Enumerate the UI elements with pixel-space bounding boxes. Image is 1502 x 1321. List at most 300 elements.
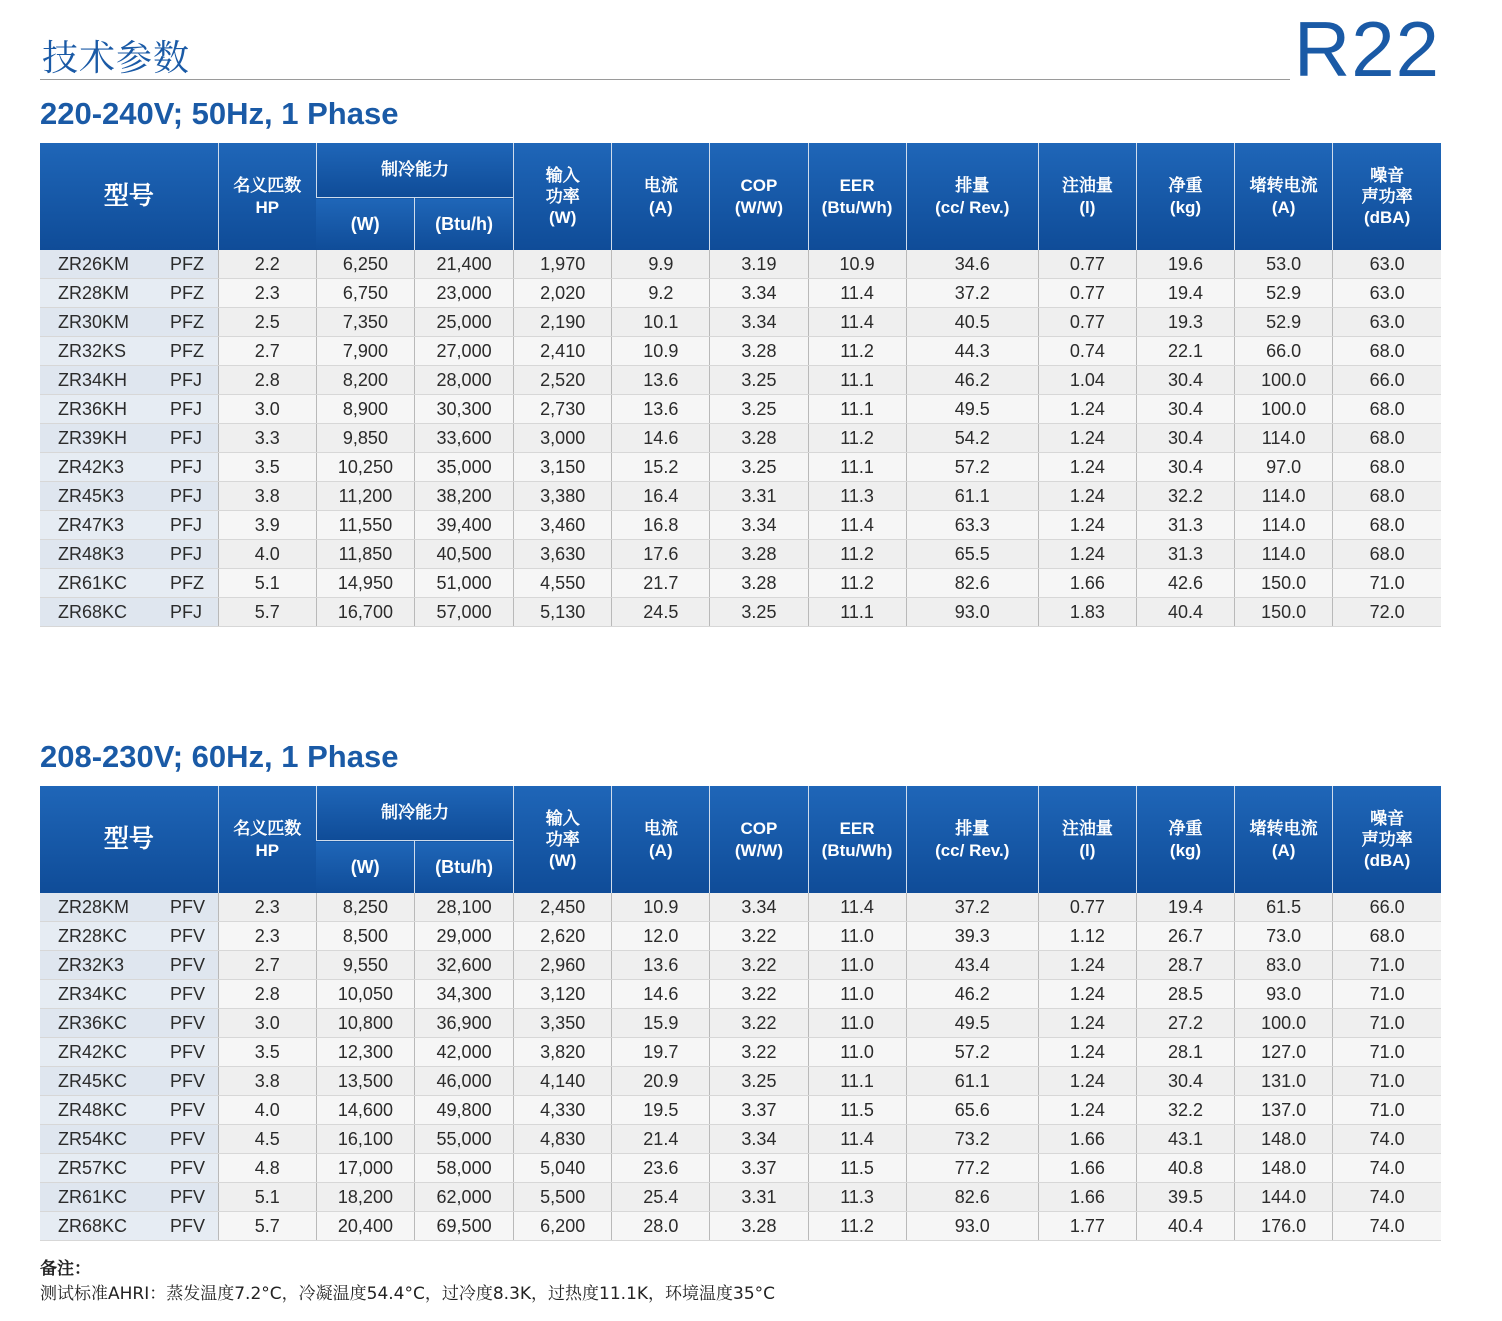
col-header-hp-line: HP xyxy=(255,197,280,217)
table-cell: 2,020 xyxy=(514,279,612,308)
table-cell: 114.0 xyxy=(1235,540,1333,569)
table-cell: 2.8 xyxy=(218,980,316,1009)
model-name: ZR26KM xyxy=(58,254,130,274)
model-suffix: PFZ xyxy=(170,283,204,303)
table-cell: 1.24 xyxy=(1038,1067,1136,1096)
table-cell: 3,150 xyxy=(514,453,612,482)
table-cell: 19.7 xyxy=(612,1038,710,1067)
table-cell: 4.5 xyxy=(218,1125,316,1154)
table-cell: 13,500 xyxy=(316,1067,414,1096)
table-cell: 1.66 xyxy=(1038,1125,1136,1154)
table-cell: 10,050 xyxy=(316,980,414,1009)
table-cell: 5,500 xyxy=(514,1183,612,1212)
model-suffix: PFJ xyxy=(170,544,203,564)
model-suffix: PFJ xyxy=(170,370,203,390)
table-cell: 97.0 xyxy=(1235,453,1333,482)
col-header-noise-line: 声功率 xyxy=(1361,829,1413,849)
col-header-weight xyxy=(1136,786,1234,893)
table-cell: 14.6 xyxy=(612,980,710,1009)
model-cell xyxy=(40,951,218,980)
table-cell: 11.1 xyxy=(808,395,906,424)
model-name: ZR42KC xyxy=(58,1042,128,1062)
table-cell: 71.0 xyxy=(1333,1096,1441,1125)
table-cell: 3,380 xyxy=(514,482,612,511)
table-cell: 30.4 xyxy=(1136,395,1234,424)
table-cell: 71.0 xyxy=(1333,569,1441,598)
table-cell: 0.77 xyxy=(1038,893,1136,922)
col-header-current xyxy=(612,786,710,893)
table-cell: 16.4 xyxy=(612,482,710,511)
title-divider xyxy=(40,79,1290,80)
col-header-cop-line: COP xyxy=(740,176,778,196)
model-name: ZR28KM xyxy=(58,897,130,917)
model-name: ZR32K3 xyxy=(58,955,125,975)
table-cell: 3,630 xyxy=(514,540,612,569)
col-header-lra xyxy=(1235,786,1333,893)
model-cell xyxy=(40,980,218,1009)
table-cell: 40,500 xyxy=(415,540,514,569)
table-cell: 2.5 xyxy=(218,308,316,337)
table-cell: 1.24 xyxy=(1038,1038,1136,1067)
col-header-capacity: 制冷能力 xyxy=(316,143,513,198)
table-cell: 40.8 xyxy=(1136,1154,1234,1183)
table-cell: 11.0 xyxy=(808,951,906,980)
table-cell: 3.8 xyxy=(218,482,316,511)
table-cell: 11.5 xyxy=(808,1154,906,1183)
col-header-weight xyxy=(1136,143,1234,250)
table-row xyxy=(40,1125,1441,1154)
model-suffix: PFV xyxy=(170,955,206,975)
table-cell: 3.34 xyxy=(710,893,808,922)
table-cell: 10,800 xyxy=(316,1009,414,1038)
col-header-power-line: 输入 xyxy=(545,808,580,828)
table-cell: 1.12 xyxy=(1038,922,1136,951)
col-header-oil-line: (l) xyxy=(1079,197,1096,217)
col-header-noise xyxy=(1333,786,1441,893)
table-cell: 13.6 xyxy=(612,366,710,395)
table-row xyxy=(40,366,1441,395)
table-cell: 4,330 xyxy=(514,1096,612,1125)
model-suffix: PFZ xyxy=(170,312,204,332)
table-cell: 3.25 xyxy=(710,598,808,627)
table-cell: 65.6 xyxy=(906,1096,1038,1125)
table-cell: 3.3 xyxy=(218,424,316,453)
table-row xyxy=(40,980,1441,1009)
col-header-weight-line: 净重 xyxy=(1168,819,1203,839)
table-cell: 2.3 xyxy=(218,279,316,308)
table-cell: 2.3 xyxy=(218,893,316,922)
col-header-eer-line: (Btu/Wh) xyxy=(821,197,893,217)
model-suffix: PFV xyxy=(170,1100,206,1120)
col-header-current-line: 电流 xyxy=(643,176,678,196)
table-cell: 66.0 xyxy=(1333,366,1441,395)
model-suffix: PFJ xyxy=(170,486,203,506)
table-row xyxy=(40,453,1441,482)
table-cell: 20,400 xyxy=(316,1212,414,1241)
table-cell: 11.4 xyxy=(808,308,906,337)
table-cell: 32,600 xyxy=(415,951,514,980)
table-cell: 7,350 xyxy=(316,308,414,337)
table-cell: 27.2 xyxy=(1136,1009,1234,1038)
table-cell: 10,250 xyxy=(316,453,414,482)
table-cell: 1.66 xyxy=(1038,1183,1136,1212)
table-cell: 72.0 xyxy=(1333,598,1441,627)
table-cell: 11.2 xyxy=(808,337,906,366)
table-cell: 46,000 xyxy=(415,1067,514,1096)
table-cell: 1.24 xyxy=(1038,453,1136,482)
table-cell: 1.24 xyxy=(1038,511,1136,540)
model-suffix: PFV xyxy=(170,1013,206,1033)
table-cell: 11.5 xyxy=(808,1096,906,1125)
table-cell: 82.6 xyxy=(906,1183,1038,1212)
table-cell: 3.25 xyxy=(710,453,808,482)
table-cell: 28,100 xyxy=(415,893,514,922)
table-cell: 9,550 xyxy=(316,951,414,980)
table-cell: 0.74 xyxy=(1038,337,1136,366)
table-row xyxy=(40,598,1441,627)
table-cell: 11.0 xyxy=(808,922,906,951)
table-cell: 43.4 xyxy=(906,951,1038,980)
model-cell xyxy=(40,1125,218,1154)
model-name: ZR28KM xyxy=(58,283,130,303)
table-cell: 1.24 xyxy=(1038,540,1136,569)
table-cell: 68.0 xyxy=(1333,395,1441,424)
model-name: ZR36KC xyxy=(58,1013,128,1033)
table-cell: 3.25 xyxy=(710,1067,808,1096)
col-header-cop-line: COP xyxy=(740,819,778,839)
table-row xyxy=(40,540,1441,569)
table-row xyxy=(40,1212,1441,1241)
table-cell: 3.37 xyxy=(710,1154,808,1183)
section-heading-50hz: 220-240V; 50Hz, 1 Phase xyxy=(40,96,399,131)
table-cell: 131.0 xyxy=(1235,1067,1333,1096)
notes-heading: 备注： xyxy=(40,1259,91,1279)
model-cell xyxy=(40,337,218,366)
table-cell: 71.0 xyxy=(1333,1067,1441,1096)
table-cell: 5.1 xyxy=(218,569,316,598)
table-row xyxy=(40,424,1441,453)
table-cell: 21.4 xyxy=(612,1125,710,1154)
model-cell xyxy=(40,1038,218,1067)
model-cell xyxy=(40,308,218,337)
model-suffix: PFV xyxy=(170,1187,206,1207)
table-row xyxy=(40,1038,1441,1067)
col-header-noise-line: 噪音 xyxy=(1370,165,1405,185)
col-header-noise xyxy=(1333,143,1441,250)
table-cell: 3.34 xyxy=(710,1125,808,1154)
table-cell: 40.4 xyxy=(1136,1212,1234,1241)
table-row xyxy=(40,1154,1441,1183)
table-cell: 37.2 xyxy=(906,279,1038,308)
table-cell: 11.1 xyxy=(808,453,906,482)
table-row xyxy=(40,395,1441,424)
model-name: ZR32KS xyxy=(58,341,127,361)
table-cell: 68.0 xyxy=(1333,424,1441,453)
table-cell: 14,600 xyxy=(316,1096,414,1125)
col-header-hp-line: 名义匹数 xyxy=(233,176,302,196)
table-cell: 73.2 xyxy=(906,1125,1038,1154)
table-cell: 13.6 xyxy=(612,395,710,424)
table-cell: 55,000 xyxy=(415,1125,514,1154)
table-cell: 54.2 xyxy=(906,424,1038,453)
table-cell: 25.4 xyxy=(612,1183,710,1212)
table-cell: 29,000 xyxy=(415,922,514,951)
table-cell: 1.24 xyxy=(1038,424,1136,453)
table-cell: 8,900 xyxy=(316,395,414,424)
model-suffix: PFJ xyxy=(170,428,203,448)
table-cell: 4,140 xyxy=(514,1067,612,1096)
model-suffix: PFJ xyxy=(170,457,203,477)
table-cell: 21.7 xyxy=(612,569,710,598)
table-cell: 9.9 xyxy=(612,250,710,279)
table-cell: 43.1 xyxy=(1136,1125,1234,1154)
table-cell: 11.2 xyxy=(808,540,906,569)
table-cell: 32.2 xyxy=(1136,1096,1234,1125)
table-cell: 150.0 xyxy=(1235,598,1333,627)
table-cell: 11.2 xyxy=(808,569,906,598)
table-cell: 10.1 xyxy=(612,308,710,337)
table-cell: 3.0 xyxy=(218,395,316,424)
table-cell: 37.2 xyxy=(906,893,1038,922)
table-cell: 13.6 xyxy=(612,951,710,980)
refrigerant-label: R22 xyxy=(1293,5,1440,93)
model-suffix: PFZ xyxy=(170,254,204,274)
table-cell: 148.0 xyxy=(1235,1154,1333,1183)
col-header-displacement-line: (cc/ Rev.) xyxy=(935,840,1010,860)
table-cell: 4.0 xyxy=(218,540,316,569)
col-header-current-line: 电流 xyxy=(643,819,678,839)
table-cell: 11.4 xyxy=(808,1125,906,1154)
model-suffix: PFJ xyxy=(170,399,203,419)
table-cell: 49.5 xyxy=(906,395,1038,424)
col-header-oil-line: 注油量 xyxy=(1061,176,1113,196)
table-cell: 11.2 xyxy=(808,1212,906,1241)
table-cell: 2,410 xyxy=(514,337,612,366)
table-cell: 144.0 xyxy=(1235,1183,1333,1212)
table-cell: 1.66 xyxy=(1038,569,1136,598)
table-cell: 16.8 xyxy=(612,511,710,540)
table-cell: 15.9 xyxy=(612,1009,710,1038)
model-suffix: PFZ xyxy=(170,573,204,593)
table-cell: 71.0 xyxy=(1333,980,1441,1009)
model-name: ZR45K3 xyxy=(58,486,125,506)
table-row xyxy=(40,1009,1441,1038)
table-cell: 26.7 xyxy=(1136,922,1234,951)
col-header-noise-line: 噪音 xyxy=(1370,808,1405,828)
table-cell: 16,100 xyxy=(316,1125,414,1154)
model-name: ZR54KC xyxy=(58,1129,128,1149)
table-cell: 34.6 xyxy=(906,250,1038,279)
table-cell: 11.1 xyxy=(808,598,906,627)
table-cell: 150.0 xyxy=(1235,569,1333,598)
table-cell: 3.22 xyxy=(710,951,808,980)
table-cell: 3.31 xyxy=(710,482,808,511)
table-row xyxy=(40,1183,1441,1212)
table-cell: 34,300 xyxy=(415,980,514,1009)
col-header-oil-line: 注油量 xyxy=(1061,819,1113,839)
col-header-weight-line: 净重 xyxy=(1168,176,1203,196)
table-cell: 8,250 xyxy=(316,893,414,922)
table-cell: 3,000 xyxy=(514,424,612,453)
model-cell xyxy=(40,366,218,395)
table-row xyxy=(40,308,1441,337)
table-cell: 3.28 xyxy=(710,540,808,569)
table-cell: 5.1 xyxy=(218,1183,316,1212)
model-name: ZR48K3 xyxy=(58,544,125,564)
table-cell: 23,000 xyxy=(415,279,514,308)
table-cell: 57.2 xyxy=(906,1038,1038,1067)
col-header-cop xyxy=(710,143,808,250)
table-cell: 4.0 xyxy=(218,1096,316,1125)
table-cell: 11.1 xyxy=(808,1067,906,1096)
notes-text: 测试标准AHRI：蒸发温度7.2°C，冷凝温度54.4°C，过冷度8.3K，过热度11.1K，环境温度35°C xyxy=(40,1284,776,1304)
model-name: ZR45KC xyxy=(58,1071,128,1091)
table-cell: 3,350 xyxy=(514,1009,612,1038)
table-cell: 17.6 xyxy=(612,540,710,569)
table-cell: 32.2 xyxy=(1136,482,1234,511)
table-cell: 11.0 xyxy=(808,1009,906,1038)
table-row xyxy=(40,893,1441,922)
table-cell: 74.0 xyxy=(1333,1212,1441,1241)
table-cell: 52.9 xyxy=(1235,308,1333,337)
table-cell: 22.1 xyxy=(1136,337,1234,366)
table-cell: 3.0 xyxy=(218,1009,316,1038)
table-cell: 68.0 xyxy=(1333,540,1441,569)
table-cell: 31.3 xyxy=(1136,511,1234,540)
table-cell: 100.0 xyxy=(1235,1009,1333,1038)
table-cell: 11.0 xyxy=(808,980,906,1009)
model-name: ZR68KC xyxy=(58,602,128,622)
table-cell: 30.4 xyxy=(1136,453,1234,482)
table-cell: 8,200 xyxy=(316,366,414,395)
table-cell: 28.7 xyxy=(1136,951,1234,980)
table-cell: 63.3 xyxy=(906,511,1038,540)
col-header-eer-line: (Btu/Wh) xyxy=(821,840,893,860)
table-cell: 1.66 xyxy=(1038,1154,1136,1183)
table-cell: 39.5 xyxy=(1136,1183,1234,1212)
table-cell: 57,000 xyxy=(415,598,514,627)
table-cell: 11.0 xyxy=(808,1038,906,1067)
table-cell: 1.24 xyxy=(1038,1096,1136,1125)
col-header-power-line: 输入 xyxy=(545,165,580,185)
table-cell: 28.1 xyxy=(1136,1038,1234,1067)
table-cell: 11,200 xyxy=(316,482,414,511)
model-name: ZR34KH xyxy=(58,370,128,390)
table-cell: 1.24 xyxy=(1038,395,1136,424)
table-cell: 12,300 xyxy=(316,1038,414,1067)
model-cell xyxy=(40,424,218,453)
col-header-current-line: (A) xyxy=(649,840,673,860)
table-cell: 2,190 xyxy=(514,308,612,337)
table-cell: 49,800 xyxy=(415,1096,514,1125)
spec-table-50hz xyxy=(40,143,1441,627)
col-header-lra xyxy=(1235,143,1333,250)
col-header-eer-line: EER xyxy=(839,819,875,839)
table-cell: 74.0 xyxy=(1333,1125,1441,1154)
table-cell: 36,900 xyxy=(415,1009,514,1038)
table-cell: 114.0 xyxy=(1235,511,1333,540)
model-cell xyxy=(40,1183,218,1212)
table-cell: 3.22 xyxy=(710,1038,808,1067)
table-cell: 2,960 xyxy=(514,951,612,980)
table-cell: 3.34 xyxy=(710,308,808,337)
table-cell: 38,200 xyxy=(415,482,514,511)
table-cell: 30,300 xyxy=(415,395,514,424)
table-cell: 11.2 xyxy=(808,424,906,453)
table-cell: 127.0 xyxy=(1235,1038,1333,1067)
col-header-hp xyxy=(218,786,316,893)
table-row xyxy=(40,337,1441,366)
table-cell: 68.0 xyxy=(1333,453,1441,482)
table-cell: 23.6 xyxy=(612,1154,710,1183)
table-cell: 61.1 xyxy=(906,482,1038,511)
table-cell: 58,000 xyxy=(415,1154,514,1183)
col-header-weight-line: (kg) xyxy=(1169,197,1202,217)
table-cell: 42,000 xyxy=(415,1038,514,1067)
table-row xyxy=(40,922,1441,951)
model-name: ZR30KM xyxy=(58,312,130,332)
model-cell xyxy=(40,569,218,598)
table-cell: 33,600 xyxy=(415,424,514,453)
table-cell: 61.5 xyxy=(1235,893,1333,922)
table-cell: 19.4 xyxy=(1136,279,1234,308)
table-cell: 14,950 xyxy=(316,569,414,598)
model-suffix: PFV xyxy=(170,1216,206,1236)
table-cell: 1.24 xyxy=(1038,951,1136,980)
table-cell: 3.5 xyxy=(218,453,316,482)
table-cell: 44.3 xyxy=(906,337,1038,366)
model-name: ZR48KC xyxy=(58,1100,128,1120)
col-header-cap-btu: (Btu/h) xyxy=(415,198,514,251)
table-cell: 11.3 xyxy=(808,1183,906,1212)
col-header-noise-line: 声功率 xyxy=(1361,186,1413,206)
model-suffix: PFV xyxy=(170,926,206,946)
col-header-oil-line: (l) xyxy=(1079,840,1096,860)
table-cell: 3,460 xyxy=(514,511,612,540)
table-cell: 3.28 xyxy=(710,569,808,598)
table-cell: 3,820 xyxy=(514,1038,612,1067)
col-header-displacement-line: 排量 xyxy=(955,819,990,839)
col-header-cap-w: (W) xyxy=(316,198,414,251)
table-cell: 1.24 xyxy=(1038,980,1136,1009)
table-cell: 10.9 xyxy=(612,337,710,366)
col-header-weight-line: (kg) xyxy=(1169,840,1202,860)
table-cell: 53.0 xyxy=(1235,250,1333,279)
table-cell: 16,700 xyxy=(316,598,414,627)
table-cell: 31.3 xyxy=(1136,540,1234,569)
table-cell: 2.8 xyxy=(218,366,316,395)
table-cell: 3.25 xyxy=(710,366,808,395)
table-cell: 2.7 xyxy=(218,951,316,980)
col-header-displacement-line: 排量 xyxy=(955,176,990,196)
col-header-power xyxy=(514,786,612,893)
col-header-capacity: 制冷能力 xyxy=(316,786,513,841)
table-cell: 82.6 xyxy=(906,569,1038,598)
table-row xyxy=(40,951,1441,980)
model-suffix: PFV xyxy=(170,1071,206,1091)
table-cell: 71.0 xyxy=(1333,951,1441,980)
col-header-cap-btu: (Btu/h) xyxy=(415,841,514,894)
table-cell: 12.0 xyxy=(612,922,710,951)
col-header-hp-line: HP xyxy=(255,840,280,860)
table-cell: 2.7 xyxy=(218,337,316,366)
table-cell: 2,520 xyxy=(514,366,612,395)
table-cell: 68.0 xyxy=(1333,922,1441,951)
table-cell: 6,200 xyxy=(514,1212,612,1241)
col-header-cop-line: (W/W) xyxy=(734,840,784,860)
table-cell: 14.6 xyxy=(612,424,710,453)
table-cell: 1.04 xyxy=(1038,366,1136,395)
